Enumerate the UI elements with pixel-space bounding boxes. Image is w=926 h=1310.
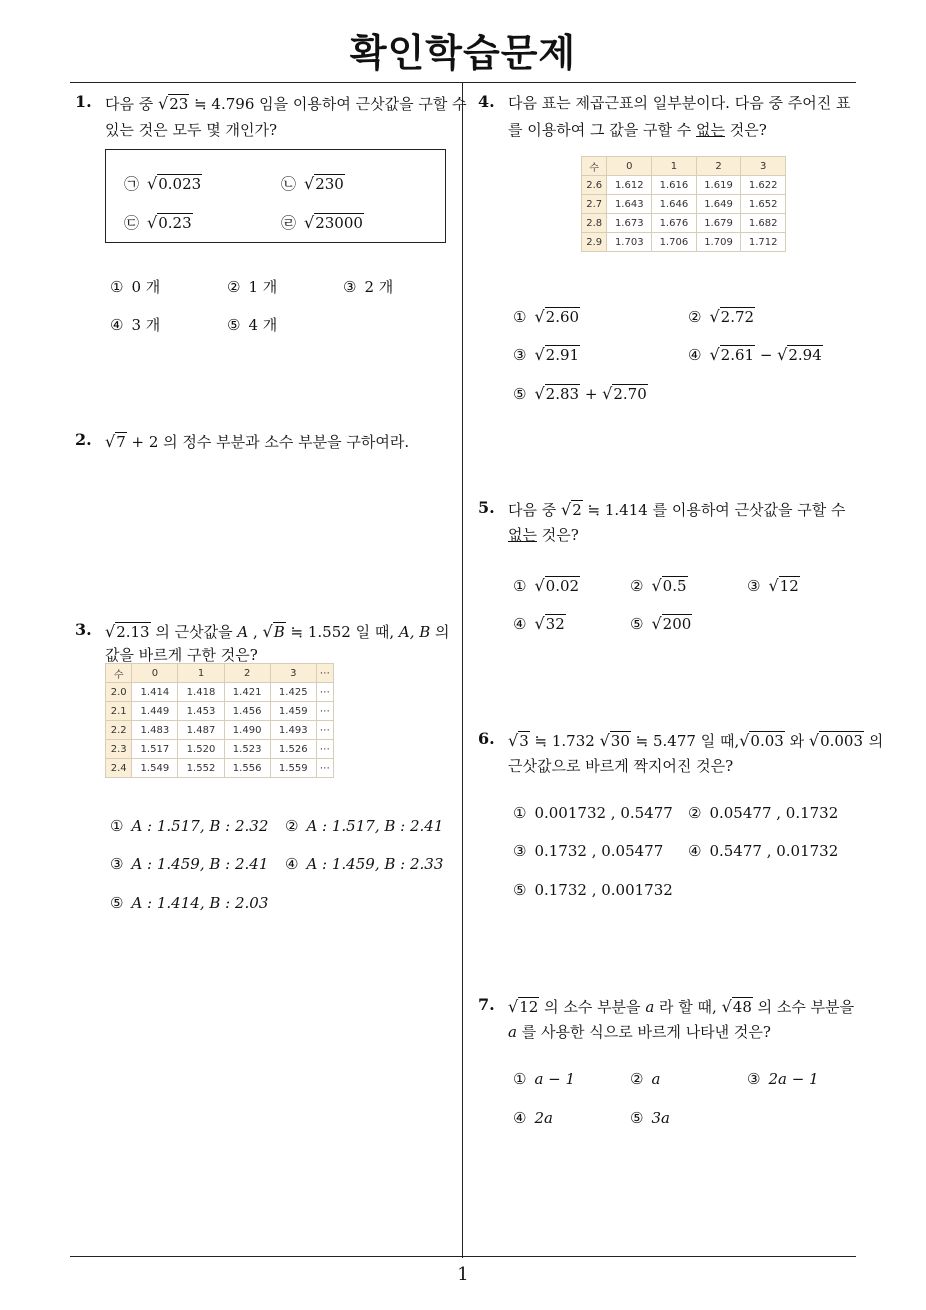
table-row-header: 2.1 <box>106 702 132 721</box>
table-row <box>106 740 334 759</box>
box-item: ㉣ √23000 <box>281 213 363 232</box>
choice-3[interactable]: ③ √12 <box>747 576 799 595</box>
table-header-cell: 수 <box>106 664 132 683</box>
table-cell: 1.556 <box>224 759 270 778</box>
table-cell: 1.456 <box>224 702 270 721</box>
table-header-row <box>106 664 334 683</box>
table-cell: 1.673 <box>607 214 652 233</box>
table-header-cell: 수 <box>582 157 607 176</box>
choice-3[interactable]: ③ 0.1732 , 0.05477 <box>513 842 664 860</box>
table-cell: 1.549 <box>132 759 178 778</box>
question-text: √2.13 의 근삿값을 A , √B ≒ 1.552 일 때, A, B 의 <box>105 622 450 641</box>
table-header-cell: 3 <box>270 664 316 683</box>
choice-4[interactable]: ④ √32 <box>513 614 565 633</box>
table-cell: 1.622 <box>741 176 786 195</box>
question-number: 7. <box>478 995 495 1014</box>
table-row <box>582 233 786 252</box>
table-header-cell: ⋯ <box>316 664 333 683</box>
table-row <box>106 759 334 778</box>
choice-2[interactable]: ② √0.5 <box>630 576 687 595</box>
table-cell: 1.616 <box>652 176 697 195</box>
choice-2[interactable]: ② a <box>630 1070 661 1088</box>
table-row <box>582 195 786 214</box>
question-number: 4. <box>478 92 495 111</box>
table-cell: 1.679 <box>696 214 741 233</box>
table-cell: 1.517 <box>132 740 178 759</box>
choice-3[interactable]: ③ A : 1.459, B : 2.41 <box>110 855 269 873</box>
choice-1[interactable]: ① 0.001732 , 0.5477 <box>513 804 673 822</box>
table-header-cell: 1 <box>178 664 224 683</box>
table-cell: 1.453 <box>178 702 224 721</box>
choice-1[interactable]: ① A : 1.517, B : 2.32 <box>110 817 269 835</box>
choice-5[interactable]: ⑤ √200 <box>630 614 692 633</box>
table-header-cell: 3 <box>741 157 786 176</box>
table-row <box>106 721 334 740</box>
choice-1[interactable]: ① a − 1 <box>513 1070 576 1088</box>
table-row-header: 2.7 <box>582 195 607 214</box>
question-text: √7 + 2 의 정수 부분과 소수 부분을 구하여라. <box>105 432 410 451</box>
table-cell: ⋯ <box>316 721 333 740</box>
table-cell: 1.526 <box>270 740 316 759</box>
table-cell: ⋯ <box>316 740 333 759</box>
table-row-header: 2.6 <box>582 176 607 195</box>
table-cell: 1.449 <box>132 702 178 721</box>
table-cell: 1.523 <box>224 740 270 759</box>
question-text: 다음 표는 제곱근표의 일부분이다. 다음 중 주어진 표 <box>508 94 851 112</box>
table-header-cell: 0 <box>607 157 652 176</box>
table-cell: 1.643 <box>607 195 652 214</box>
table-row <box>106 702 334 721</box>
choice-4[interactable]: ④ 0.5477 , 0.01732 <box>688 842 839 860</box>
table-cell: 1.619 <box>696 176 741 195</box>
table-cell: 1.425 <box>270 683 316 702</box>
table-cell: ⋯ <box>316 702 333 721</box>
box-item: ㉠ √0.023 <box>124 174 202 193</box>
table-row-header: 2.8 <box>582 214 607 233</box>
table-cell: 1.490 <box>224 721 270 740</box>
choice-1[interactable]: ① 0 개 <box>110 278 161 296</box>
question-text: √3 ≒ 1.732 √30 ≒ 5.477 일 때,√0.03 와 √0.003 의 <box>508 731 884 750</box>
table-row <box>106 683 334 702</box>
question-text-line2: 값을 바르게 구한 것은? <box>105 646 258 664</box>
table-cell: 1.414 <box>132 683 178 702</box>
table-row-header: 2.9 <box>582 233 607 252</box>
choice-5[interactable]: ⑤ A : 1.414, B : 2.03 <box>110 894 269 912</box>
choice-2[interactable]: ② 1 개 <box>227 278 278 296</box>
choice-5[interactable]: ⑤ 4 개 <box>227 316 278 334</box>
table-cell: 1.706 <box>652 233 697 252</box>
table-cell: ⋯ <box>316 759 333 778</box>
statement-box <box>105 149 446 243</box>
table-cell: 1.418 <box>178 683 224 702</box>
box-item: ㉡ √230 <box>281 174 344 193</box>
question-text: 다음 중 √23 ≒ 4.796 임을 이용하여 근삿값을 구할 수 <box>105 94 467 113</box>
choice-3[interactable]: ③ √2.91 <box>513 345 580 364</box>
table-row-header: 2.3 <box>106 740 132 759</box>
question-text-line2: 근삿값으로 바르게 짝지어진 것은? <box>508 757 734 775</box>
table-row-header: 2.2 <box>106 721 132 740</box>
choice-3[interactable]: ③ 2a − 1 <box>747 1070 819 1088</box>
question-number: 2. <box>75 430 92 449</box>
question-text: √12 의 소수 부분을 a 라 할 때, √48 의 소수 부분을 <box>508 997 855 1016</box>
table-cell: 1.421 <box>224 683 270 702</box>
table-header-cell: 0 <box>132 664 178 683</box>
table-cell: 1.483 <box>132 721 178 740</box>
table-cell: 1.682 <box>741 214 786 233</box>
table-cell: 1.493 <box>270 721 316 740</box>
table-row <box>582 214 786 233</box>
choice-4[interactable]: ④ 2a <box>513 1109 553 1127</box>
table-row-header: 2.4 <box>106 759 132 778</box>
box-item: ㉢ √0.23 <box>124 213 192 232</box>
choice-4[interactable]: ④ A : 1.459, B : 2.33 <box>285 855 444 873</box>
page-title: 확인학습문제 <box>349 31 577 75</box>
table-cell: 1.652 <box>741 195 786 214</box>
table-cell: 1.712 <box>741 233 786 252</box>
table-header-cell: 1 <box>652 157 697 176</box>
question-number: 3. <box>75 620 92 639</box>
square-root-table <box>581 156 786 252</box>
choice-2[interactable]: ② 0.05477 , 0.1732 <box>688 804 839 822</box>
bottom-rule <box>70 1256 856 1257</box>
question-text-line2: a 를 사용한 식으로 바르게 나타낸 것은? <box>508 1023 771 1041</box>
choice-2[interactable]: ② √2.72 <box>688 307 755 326</box>
table-cell: 1.649 <box>696 195 741 214</box>
top-rule <box>70 82 856 83</box>
table-cell: 1.552 <box>178 759 224 778</box>
table-cell: 1.459 <box>270 702 316 721</box>
table-row-header: 2.0 <box>106 683 132 702</box>
choice-4[interactable]: ④ 3 개 <box>110 316 161 334</box>
table-cell: 1.487 <box>178 721 224 740</box>
table-header-cell: 2 <box>224 664 270 683</box>
question-number: 5. <box>478 498 495 517</box>
choice-5[interactable]: ⑤ 3a <box>630 1109 670 1127</box>
table-cell: 1.703 <box>607 233 652 252</box>
choice-1[interactable]: ① √2.60 <box>513 307 580 326</box>
choice-5[interactable]: ⑤ 0.1732 , 0.001732 <box>513 881 673 899</box>
choice-5[interactable]: ⑤ √2.83 + √2.70 <box>513 384 647 403</box>
question-number: 1. <box>75 92 92 111</box>
choice-4[interactable]: ④ √2.61 − √2.94 <box>688 345 822 364</box>
table-cell: 1.709 <box>696 233 741 252</box>
question-text: 다음 중 √2 ≒ 1.414 를 이용하여 근삿값을 구할 수 <box>508 500 846 519</box>
choice-2[interactable]: ② A : 1.517, B : 2.41 <box>285 817 444 835</box>
choice-1[interactable]: ① √0.02 <box>513 576 580 595</box>
question-number: 6. <box>478 729 495 748</box>
page-number: 1 <box>457 1264 469 1285</box>
table-cell: 1.612 <box>607 176 652 195</box>
question-text-line2: 있는 것은 모두 몇 개인가? <box>105 121 278 139</box>
table-cell: 1.646 <box>652 195 697 214</box>
choice-3[interactable]: ③ 2 개 <box>343 278 394 296</box>
table-cell: 1.520 <box>178 740 224 759</box>
table-cell: ⋯ <box>316 683 333 702</box>
table-header-row <box>582 157 786 176</box>
square-root-table <box>105 663 334 778</box>
table-cell: 1.676 <box>652 214 697 233</box>
question-text-line2: 없는 것은? <box>508 526 579 544</box>
table-header-cell: 2 <box>696 157 741 176</box>
table-row <box>582 176 786 195</box>
question-text-line2: 를 이용하여 그 값을 구할 수 없는 것은? <box>508 121 767 139</box>
table-cell: 1.559 <box>270 759 316 778</box>
column-divider <box>462 82 463 1258</box>
